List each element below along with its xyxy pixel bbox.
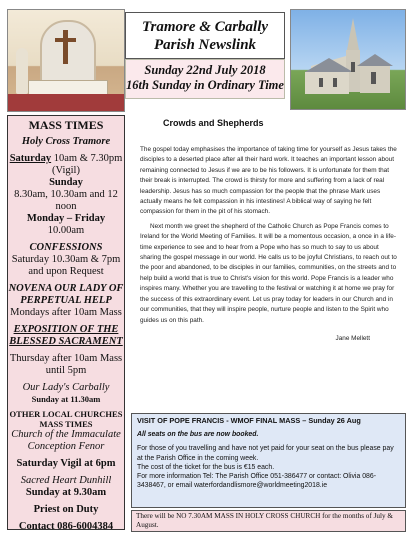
mass-times-heading: MASS TIMES xyxy=(28,118,104,132)
article-title: Crowds and Shepherds xyxy=(163,118,264,128)
article-author: Jane Mellett xyxy=(335,334,370,342)
church-exterior-photo xyxy=(290,9,406,110)
visit-ticket-cost: The cost of the ticket for the bus is €15 each. xyxy=(137,463,275,471)
title-line-1: Tramore & Carbally xyxy=(141,19,269,35)
priest-contact: Contact 086-6004384 xyxy=(18,521,114,532)
saturday-label: Saturday xyxy=(9,153,52,164)
issue-date: Sunday 22nd July 2018 xyxy=(144,63,266,77)
mass-notice: There will be NO 7.30AM MASS IN HOLY CROSS CHURCH for the months of July & August. xyxy=(131,510,406,532)
article-paragraph-1: The gospel today emphasises the importance of taking time for yourself as Jesus takes the disciples to a deserted place after all their hard work. It teaches an important lesson about remaining connected to Jesus if we are to be his followers. It is unfortunate for them that their break is interrupted. The crowd is thirsty for more and suffering from a lack of real leadership. Jesus has so much compassion for the people that the phrase Mark uses actually means he felt compassion in his intestines! A biblical way of saying he felt compassion for them in the pit of his stomach. xyxy=(140,146,397,216)
date-box xyxy=(125,59,285,99)
priest-on-duty: Priest on Duty xyxy=(33,504,99,515)
confessions-times: Saturday 10.30am & 7pm and upon Request xyxy=(11,254,121,277)
title-line-2: Parish Newslink xyxy=(153,37,257,53)
fenor-times: Saturday Vigil at 6pm xyxy=(16,458,116,469)
saturday-times: 10am & 7.30pm (Vigil) xyxy=(52,153,123,176)
fenor-church: Church of the Immaculate Conception Fenor xyxy=(11,429,121,452)
weekday-label: Monday – Friday xyxy=(26,213,106,224)
exposition-times: Thursday after 10am Mass until 5pm xyxy=(9,353,123,376)
mass-times-panel xyxy=(7,115,125,530)
carbally-church: Our Lady's Carbally xyxy=(22,382,110,393)
novena-label: NOVENA OUR LADY OF PERPETUAL HELP xyxy=(8,283,124,306)
weekday-times: 10.00am xyxy=(47,225,85,236)
article-body xyxy=(140,145,400,344)
church-holy-cross: Holy Cross Tramore xyxy=(21,136,111,147)
sunday-times: 8.30am, 10.30am and 12 noon xyxy=(14,189,118,212)
dunhill-church: Sacred Heart Dunhill xyxy=(20,475,112,486)
liturgical-sunday: 16th Sunday in Ordinary Time xyxy=(126,78,284,92)
dunhill-times: Sunday at 9.30am xyxy=(25,487,107,498)
church-interior-photo xyxy=(7,9,125,112)
other-churches-label: OTHER LOCAL CHURCHES MASS TIMES xyxy=(9,409,123,429)
carbally-times: Sunday at 11.30am xyxy=(31,394,101,404)
confessions-label: CONFESSIONS xyxy=(29,242,103,253)
exposition-label: EXPOSITION OF THE BLESSED SACRAMENT xyxy=(9,324,123,347)
visit-contact-info: For more information Tel: The Parish Office 051-386477 or contact: Olivia 086-3438467, or email waterfordandlismore@worldmeeting2018.ie xyxy=(137,473,376,490)
church-building-icon xyxy=(291,10,406,110)
visit-title: VISIT OF POPE FRANCIS - WMOF FINAL MASS – Sunday 26 Aug xyxy=(137,416,361,425)
sunday-label: Sunday xyxy=(49,177,83,188)
newsletter-title xyxy=(125,12,285,59)
article-paragraph-2: Next month we greet the shepherd of the Catholic Church as Pope Francis comes to Ireland for the World Meeting of Families. It will be a momentous occasion, a once in a life-time experience to see and to hear from a Pope who has so much to say to us about sharing the gospel message in our world. He calls us to be joyful Christians, to reach out to the poor and abandoned, to be disciples in our families, communities, on the streets and to help build a world that is true to Christ's vision for this world. Pope Francis is a leader who inspires many. Whether you are travelling to the festival or watching it at home we pray for the success of this extraordinary event. Let us pray today for leaders in our Church and in our communities, that they will inspire people, nurture people and listen to the Spirit who guides us on this path. xyxy=(140,222,397,324)
pope-visit-box xyxy=(131,413,406,508)
novena-times: Mondays after 10am Mass xyxy=(10,307,122,318)
visit-seats-booked: All seats on the bus are now booked. xyxy=(137,431,259,439)
visit-payment-info: For those of you travelling and have not yet paid for your seat on the bus please pay at the Parish Office in the coming week. xyxy=(137,445,394,462)
